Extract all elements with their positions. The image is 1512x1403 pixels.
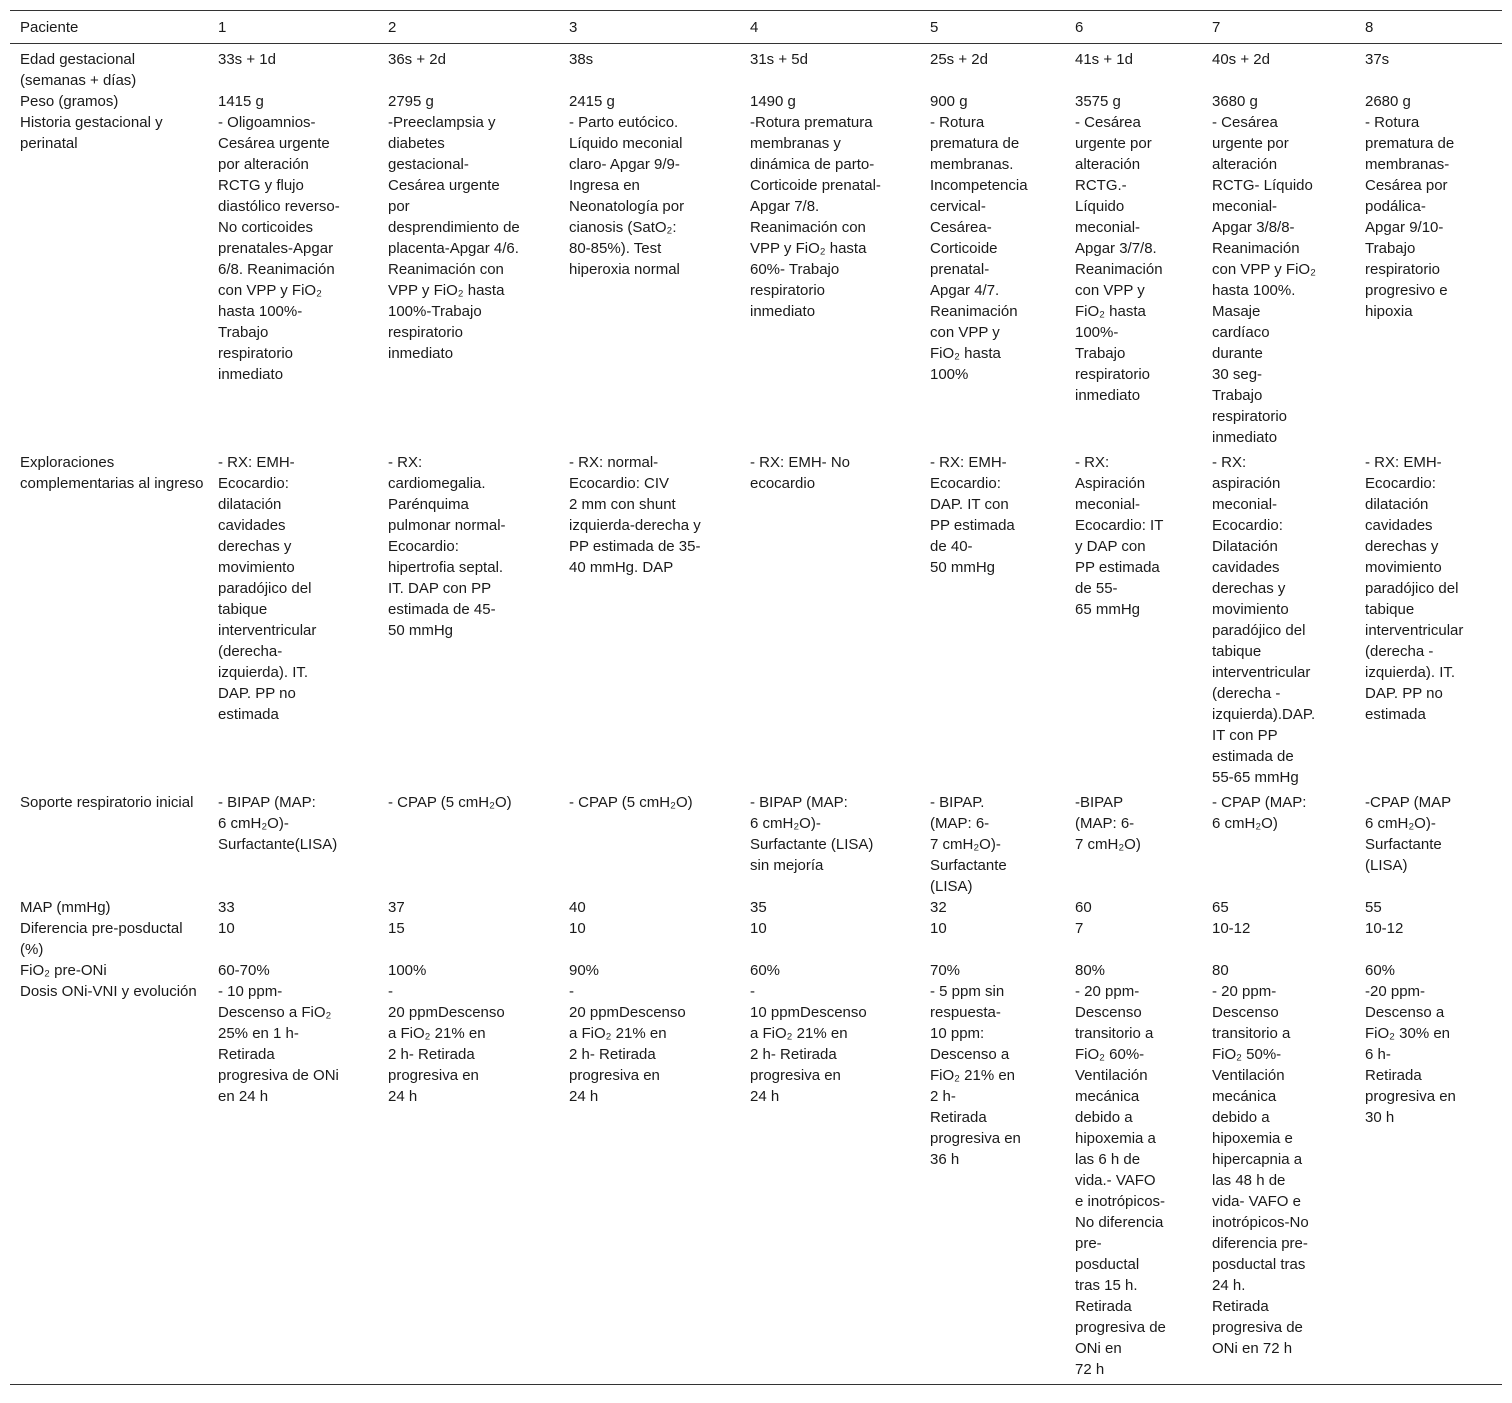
header-cell: 3 — [569, 19, 578, 36]
table-cell: - RX: normal- Ecocardio: CIV 2 mm con shunt izquierda-derecha y PP estimada de 35- 40 mmHg. DAP — [569, 454, 701, 576]
row-label: Dosis ONi-VNI y evolución — [20, 983, 197, 1000]
table-cell: 60% — [750, 962, 781, 979]
table-cell: - Cesárea urgente por alteración RCTG- Líquido meconial- Apgar 3/8/8- Reanimación con VPP y FiO₂ hasta 100%. Masaje cardíaco durante 30 seg- Trabajo respiratorio inmediato — [1212, 114, 1316, 446]
row-label: Soporte respiratorio inicial — [20, 794, 194, 811]
table-row — [10, 91, 1502, 112]
header-cell: Paciente — [20, 19, 79, 36]
table-cell: -Rotura prematura membranas y dinámica de parto- Corticoide prenatal- Apgar 7/8. Reanimación con VPP y FiO₂ hasta 60%- Trabajo respiratorio inmediato — [750, 114, 881, 320]
row-label: MAP (mmHg) — [20, 899, 111, 916]
table-cell: - RX: EMH- Ecocardio: dilatación cavidades derechas y movimiento paradójico del tabique interventricular (derecha- izquierda). IT. DAP. PP no estimada — [218, 454, 317, 723]
table-cell: 70% — [930, 962, 961, 979]
table-cell: 60-70% — [218, 962, 270, 979]
table-row — [10, 792, 1502, 897]
table-cell: 100% — [388, 962, 427, 979]
table-row — [10, 897, 1502, 918]
table-cell: - BIPAP. (MAP: 6- 7 cmH₂O)- Surfactante (LISA) — [930, 794, 1007, 895]
table-cell: - RX: cardiomegalia. Parénquima pulmonar normal- Ecocardio: hipertrofia septal. IT. DAP con PP estimada de 45- 50 mmHg — [388, 454, 506, 639]
header-cell: 7 — [1212, 19, 1221, 36]
table-cell: - 10 ppm- Descenso a FiO₂ 25% en 1 h- Retirada progresiva de ONi en 24 h — [218, 983, 339, 1105]
table-cell: - BIPAP (MAP: 6 cmH₂O)- Surfactante(LISA) — [218, 794, 338, 853]
table-cell: 55 — [1365, 899, 1382, 916]
table-cell: -CPAP (MAP 6 cmH₂O)- Surfactante (LISA) — [1365, 794, 1452, 874]
table-cell: 2415 g — [569, 93, 615, 110]
table-cell: - RX: EMH- Ecocardio: DAP. IT con PP estimada de 40- 50 mmHg — [930, 454, 1015, 576]
table-cell: - RX: Aspiración meconial- Ecocardio: IT y DAP con PP estimada de 55- 65 mmHg — [1075, 454, 1164, 618]
table-cell: 33s + 1d — [218, 51, 276, 68]
table-row — [10, 981, 1502, 1385]
table-cell: - CPAP (5 cmH₂O) — [388, 794, 512, 811]
header-cell: 6 — [1075, 19, 1084, 36]
table-container — [10, 10, 1502, 1385]
table-cell: 3575 g — [1075, 93, 1121, 110]
table-cell: - CPAP (MAP: 6 cmH₂O) — [1212, 794, 1307, 832]
table-cell: 37s — [1365, 51, 1390, 68]
table-cell: 60 — [1075, 899, 1092, 916]
table-cell: 33 — [218, 899, 235, 916]
table-cell: -Preeclampsia y diabetes gestacional- Cesárea urgente por desprendimiento de placenta-Apgar 4/6. Reanimación con VPP y FiO₂ hasta 100%-Trabajo respiratorio inmediato — [388, 114, 520, 362]
table-cell: 10 — [930, 920, 947, 937]
row-label: Edad gestacional (semanas + días) — [20, 51, 137, 89]
table-cell: 41s + 1d — [1075, 51, 1133, 68]
table-cell: 10 — [218, 920, 235, 937]
table-cell: 40 — [569, 899, 586, 916]
table-cell: 35 — [750, 899, 767, 916]
table-cell: 31s + 5d — [750, 51, 808, 68]
table-cell: - 20 ppmDescenso a FiO₂ 21% en 2 h- Retirada progresiva en 24 h — [388, 983, 505, 1105]
table-cell: 2795 g — [388, 93, 434, 110]
header-cell: 2 — [388, 19, 397, 36]
table-cell: - BIPAP (MAP: 6 cmH₂O)- Surfactante (LISA) sin mejoría — [750, 794, 874, 874]
table-cell: 65 — [1212, 899, 1229, 916]
table-cell: - Cesárea urgente por alteración RCTG.- Líquido meconial- Apgar 3/7/8. Reanimación con VPP y FiO₂ hasta 100%- Trabajo respiratorio inmediato — [1075, 114, 1163, 404]
row-label: Diferencia pre-posductal (%) — [20, 920, 183, 958]
table-cell: 25s + 2d — [930, 51, 988, 68]
row-label: Historia gestacional y perinatal — [20, 114, 163, 152]
table-cell: 10 — [750, 920, 767, 937]
table-cell: - Rotura prematura de membranas. Incompetencia cervical- Cesárea- Corticoide prenatal- Apgar 4/7. Reanimación con VPP y FiO₂ hasta 100% — [930, 114, 1028, 383]
table-cell: 3680 g — [1212, 93, 1258, 110]
table-cell: - 20 ppm- Descenso transitorio a FiO₂ 50%- Ventilación mecánica debido a hipoxemia e hipercapnia a las 48 h de vida- VAFO e inotrópicos-No diferencia pre- posductal tras 24 h. Retirada progresiva de ONi en 72 h — [1212, 983, 1309, 1357]
table-cell: 2680 g — [1365, 93, 1411, 110]
header-cell: 4 — [750, 19, 759, 36]
table-cell: 60% — [1365, 962, 1396, 979]
table-cell: 40s + 2d — [1212, 51, 1270, 68]
table-row — [10, 112, 1502, 452]
table-cell: - Oligoamnios- Cesárea urgente por alteración RCTG y flujo diastólico reverso- No corticoides prenatales-Apgar 6/8. Reanimación con VPP y FiO₂ hasta 100%- Trabajo respiratorio inmediato — [218, 114, 340, 383]
table-cell: -BIPAP (MAP: 6- 7 cmH₂O) — [1075, 794, 1141, 853]
table-cell: - 5 ppm sin respuesta- 10 ppm: Descenso a FiO₂ 21% en 2 h- Retirada progresiva en 36 h — [930, 983, 1021, 1168]
table-cell: 37 — [388, 899, 405, 916]
table-cell: - RX: EMH- No ecocardio — [750, 454, 851, 492]
table-cell: 32 — [930, 899, 947, 916]
header-cell: 1 — [218, 19, 227, 36]
table-cell: 10 — [569, 920, 586, 937]
table-cell: 80 — [1212, 962, 1229, 979]
table-cell: - Rotura prematura de membranas- Cesárea por podálica- Apgar 9/10- Trabajo respiratorio progresivo e hipoxia — [1365, 114, 1455, 320]
table-cell: - CPAP (5 cmH₂O) — [569, 794, 693, 811]
row-label: Exploraciones complementarias al ingreso — [20, 454, 204, 492]
header-cell: 5 — [930, 19, 939, 36]
table-row — [10, 44, 1502, 92]
header-row — [10, 11, 1502, 44]
table-row — [10, 960, 1502, 981]
header-cell: 8 — [1365, 19, 1374, 36]
table-row — [10, 452, 1502, 792]
table-cell: 10-12 — [1365, 920, 1404, 937]
table-cell: 90% — [569, 962, 600, 979]
table-cell: -20 ppm- Descenso a FiO₂ 30% en 6 h- Retirada progresiva en 30 h — [1365, 983, 1456, 1126]
table-cell: 1415 g — [218, 93, 264, 110]
table-cell: 80% — [1075, 962, 1106, 979]
table-cell: 38s — [569, 51, 594, 68]
table-cell: - RX: aspiración meconial- Ecocardio: Dilatación cavidades derechas y movimiento paradójico del tabique interventricular (derecha - izquierda).DAP. IT con PP estimada de 55-65 mmHg — [1212, 454, 1316, 786]
patients-table — [10, 10, 1502, 1385]
table-cell: 7 — [1075, 920, 1084, 937]
table-cell: 1490 g — [750, 93, 796, 110]
table-cell: - Parto eutócico. Líquido meconial claro- Apgar 9/9- Ingresa en Neonatología por cianosis (SatO₂: 80-85%). Test hiperoxia normal — [569, 114, 685, 278]
row-label: FiO₂ pre-ONi — [20, 962, 107, 979]
table-cell: - 10 ppmDescenso a FiO₂ 21% en 2 h- Retirada progresiva en 24 h — [750, 983, 867, 1105]
table-cell: 10-12 — [1212, 920, 1251, 937]
table-row — [10, 918, 1502, 960]
table-cell: - 20 ppm- Descenso transitorio a FiO₂ 60%- Ventilación mecánica debido a hipoxemia a las 6 h de vida.- VAFO e inotrópicos- No diferencia pre- posductal tras 15 h. Retirada progresiva de ONi en 72 h — [1075, 983, 1166, 1378]
table-cell: 900 g — [930, 93, 968, 110]
table-cell: - 20 ppmDescenso a FiO₂ 21% en 2 h- Retirada progresiva en 24 h — [569, 983, 686, 1105]
table-cell: 36s + 2d — [388, 51, 446, 68]
table-cell: 15 — [388, 920, 405, 937]
table-cell: - RX: EMH- Ecocardio: dilatación cavidades derechas y movimiento paradójico del tabique interventricular (derecha - izquierda). IT. DAP. PP no estimada — [1365, 454, 1464, 723]
row-label: Peso (gramos) — [20, 93, 119, 110]
